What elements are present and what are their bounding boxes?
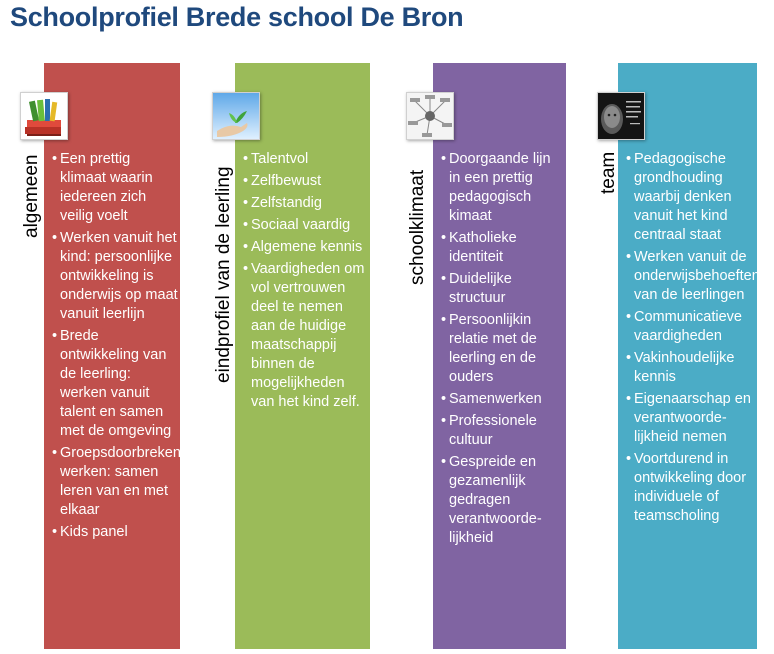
child-quote-icon (597, 92, 645, 140)
list-item: • Sociaal vaardig (243, 216, 368, 235)
list-item: • Katholieke identiteit (441, 229, 564, 267)
list-eindprofiel (243, 150, 368, 415)
books-icon (20, 92, 68, 140)
list-item: • Kids panel (52, 523, 178, 542)
list-item: • Een prettig klimaat waarin iedereen zich veilig voelt (52, 150, 178, 226)
list-item: • Eigenaarschap en verantwoorde-lijkheid nemen (626, 390, 755, 447)
list-item: • Werken vanuit het kind: persoonlijke ontwikkeling is onderwijs op maat vanuit leerlijn (52, 229, 178, 324)
column-label-schoolklimaat: schoolklimaat (407, 169, 428, 285)
list-item: • Professionele cultuur (441, 412, 564, 450)
column-schoolklimaat (433, 63, 566, 649)
list-item: • Duidelijke structuur (441, 270, 564, 308)
list-algemeen (52, 150, 189, 545)
list-item: • Werken vanuit de onderwijsbehoeften van de leerlingen (626, 248, 755, 305)
list-item: • Gespreide en gezamenlijk gedragen verantwoorde-lijkheid (441, 453, 564, 548)
list-item: • Vakinhoudelijke kennis (626, 349, 755, 387)
list-team (626, 150, 760, 529)
list-item: • Talentvol (243, 150, 368, 169)
list-item: • Pedagogische grondhouding waarbij denken vanuit het kind centraal staat (626, 150, 755, 245)
list-item: • Communicatieve vaardigheden (626, 308, 755, 346)
column-team (618, 63, 760, 649)
list-item: • Brede ontwikkeling van de leerling: werken vanuit talent en samen met de omgeving (52, 327, 178, 441)
column-algemeen (44, 63, 189, 649)
list-item: • Doorgaande lijn in een prettig pedagogisch kimaat (441, 150, 564, 226)
mindmap-icon (406, 92, 454, 140)
hand-sky-icon (212, 92, 260, 140)
column-label-eindprofiel: eindprofiel van de leerling (213, 166, 234, 383)
list-schoolklimaat (441, 150, 564, 551)
list-item: • Samenwerken (441, 390, 564, 409)
list-item: • Voortdurend in ontwikkeling door individuele of teamscholing (626, 450, 755, 526)
column-label-algemeen: algemeen (21, 154, 42, 238)
list-item: • Groepsdoorbrekend werken: samen leren van en met elkaar (52, 444, 178, 520)
column-eindprofiel (235, 63, 370, 649)
list-item: • Algemene kennis (243, 238, 368, 257)
list-item: • Zelfbewust (243, 172, 368, 191)
list-item: • Zelfstandig (243, 194, 368, 213)
list-item: • Vaardigheden om vol vertrouwen deel te nemen aan de huidige maatschappij binnen de mogelijkheden van het kind zelf. (243, 260, 368, 412)
page-title: Schoolprofiel Brede school De Bron (10, 2, 464, 32)
column-label-team: team (598, 151, 619, 194)
list-item: • Persoonlijkin relatie met de leerling en de ouders (441, 311, 564, 387)
